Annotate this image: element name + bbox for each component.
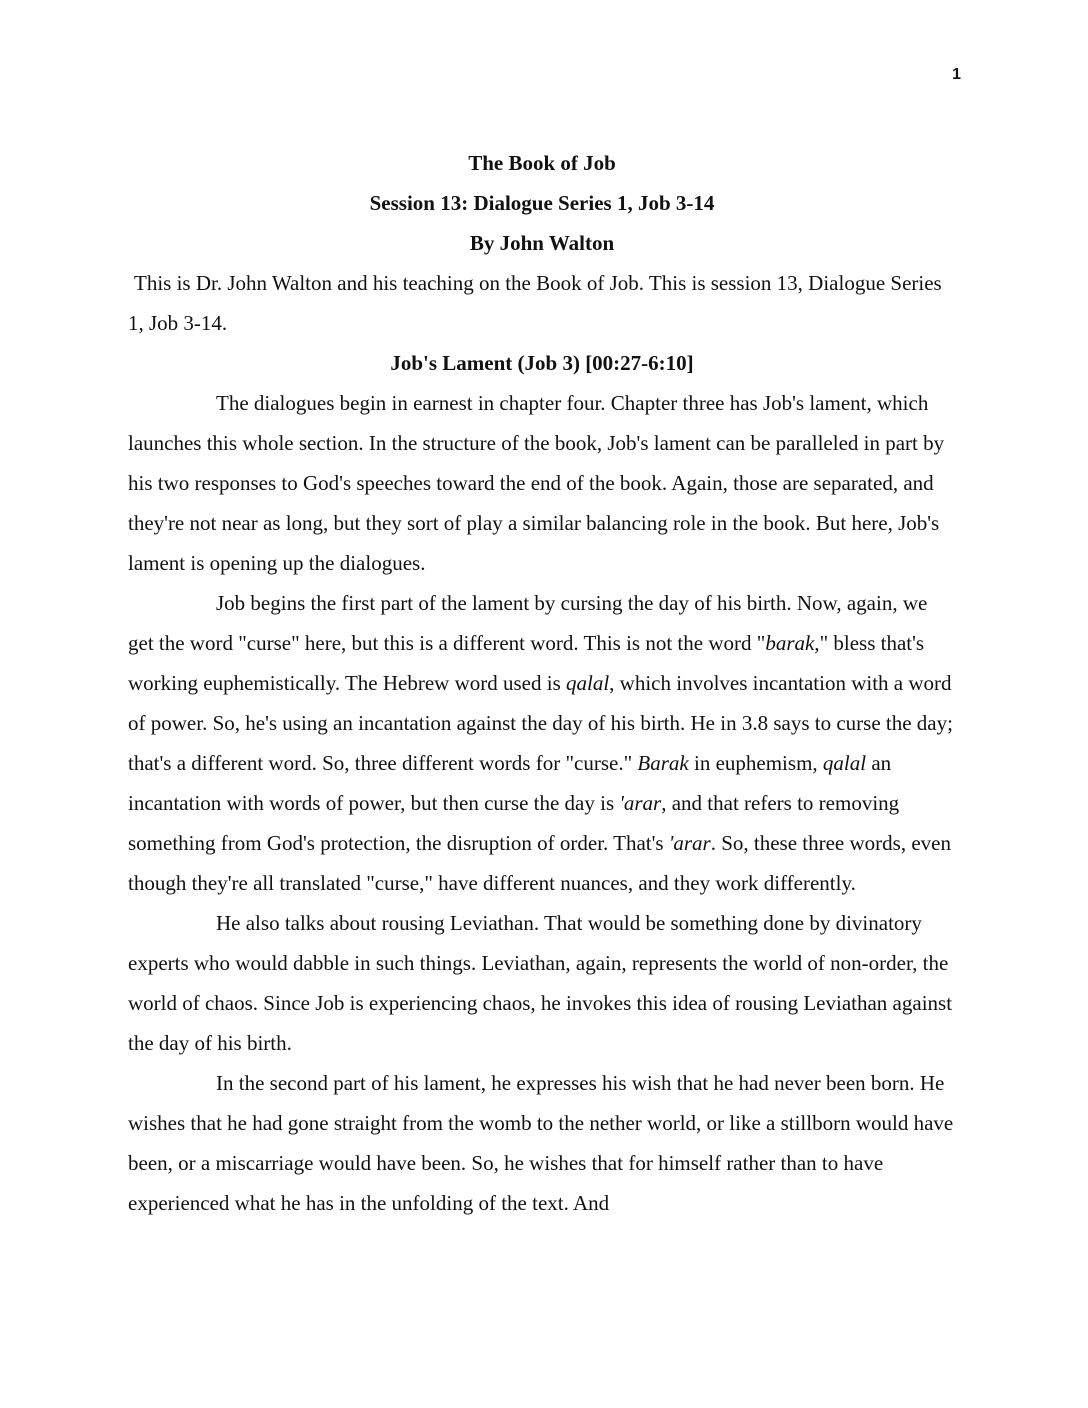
author-line: By John Walton [469, 231, 615, 255]
p2-text-m: . So, these three words, even though they're all translated "curse," have different nuances, and they work differently. [128, 831, 951, 895]
p2-term-arar: 'arar [619, 791, 662, 815]
p2-text-i: an incantation with words of power, but then curse the day is [128, 751, 892, 815]
p2-text-g: in euphemism, [688, 751, 823, 775]
section-heading: Job's Lament (Job 3) [00:27-6:10] [390, 351, 694, 375]
p2-term-barak: barak, [765, 631, 820, 655]
document-title: The Book of Job [468, 151, 616, 175]
p2-term-qalal: qalal [566, 671, 610, 695]
session-subtitle: Session 13: Dialogue Series 1, Job 3-14 [369, 191, 715, 215]
paragraph-1: The dialogues begin in earnest in chapter four. Chapter three has Job's lament, which launches this whole section. In the structure of the book, Job's lament can be paralleled in part by his two responses to God's speeches toward the end of the book. Again, those are separated, and they're not near as long, but they sort of play a similar balancing role in the book. But here, Job's lament is opening up the dialogues. [128, 391, 945, 575]
p2-text-k: , and that refers to removing something from God's protection, the disruption of order. That's [128, 791, 900, 855]
p2-term-barak-2: Barak [637, 751, 689, 775]
document-body [128, 143, 956, 1223]
intro-paragraph: This is Dr. John Walton and his teaching on the Book of Job. This is session 13, Dialogue Series 1, Job 3-14. [128, 271, 942, 335]
p2-text-e: , which involves incantation with a word of power. So, he's using an incantation against the day of his birth. He in 3.8 says to curse the day; that's a different word. So, three different words for "curse." [128, 671, 953, 775]
page-number: 1 [952, 66, 961, 83]
p2-term-arar-2: 'arar [668, 831, 711, 855]
paragraph-3: He also talks about rousing Leviathan. That would be something done by divinatory experts who would dabble in such things. Leviathan, again, represents the world of non-order, the world of chaos. Since Job is experiencing chaos, he invokes this idea of rousing Leviathan against the day of his birth. [128, 911, 953, 1055]
p2-text-c: " bless that's working euphemistically. The Hebrew word used is [128, 631, 925, 695]
p2-term-qalal-2: qalal [822, 751, 867, 775]
paragraph-2 [128, 583, 956, 903]
p2-text-a: Job begins the first part of the lament by cursing the day of his birth. Now, again, we get the word "curse" here, but this is a different word. This is not the word " [128, 591, 928, 655]
paragraph-4: In the second part of his lament, he expresses his wish that he had never been born. He wishes that he had gone straight from the womb to the nether world, or like a stillborn would have been, or a miscarriage would have been. So, he wishes that for himself rather than to have experienced what he has in the unfolding of the text. And [128, 1071, 954, 1215]
